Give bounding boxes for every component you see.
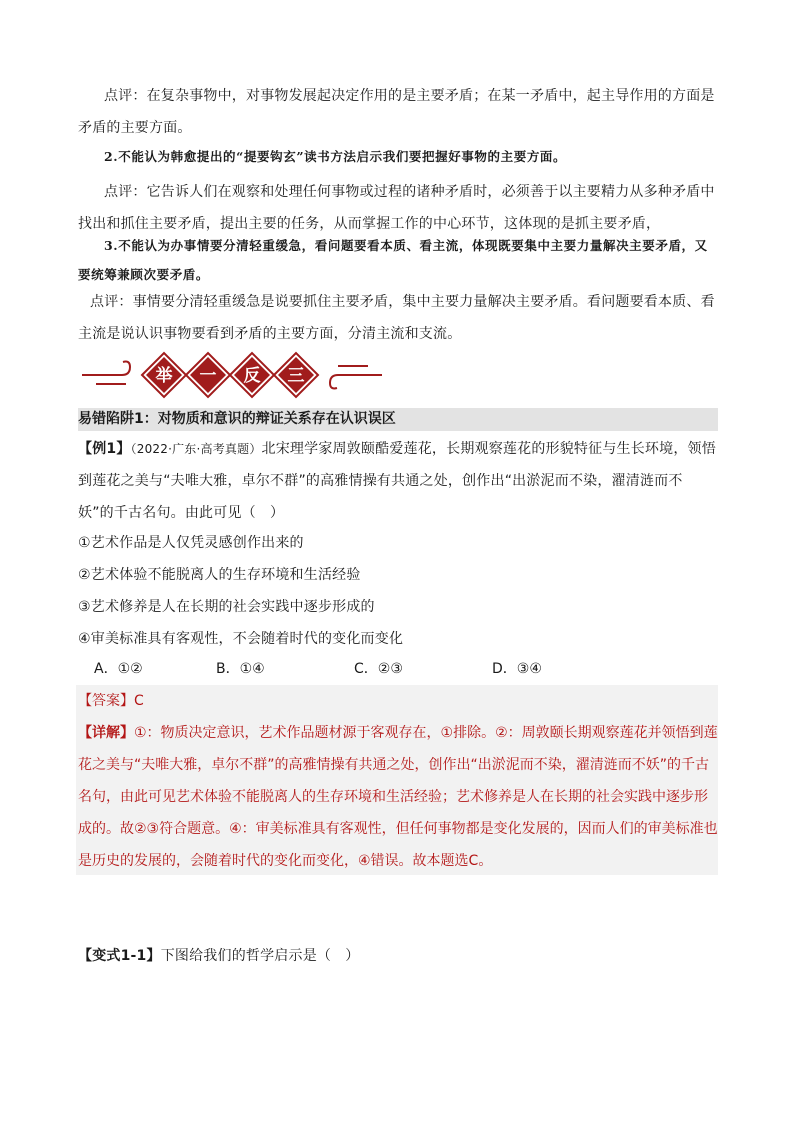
option-b: B．①④ (216, 661, 265, 677)
banner-char-2: 一 (199, 366, 217, 386)
statement-1: ①艺术作品是人仅凭灵感创作出来的 (78, 535, 304, 551)
option-d: D．③④ (492, 661, 542, 677)
banner-char-4: 三 (287, 366, 305, 386)
statement-3: ③艺术修养是人在长期的社会实践中逐步形成的 (78, 599, 375, 615)
banner-decoration (82, 350, 382, 400)
trap-heading: 易错陷阱1：对物质和意识的辩证关系存在认识误区 (78, 408, 718, 431)
example-source: （2022·广东·高考真题） (130, 442, 262, 456)
detail-label: 【详解】 (78, 725, 134, 741)
comment-1: 点评：在复杂事物中，对事物发展起决定作用的是主要矛盾；在某一矛盾中，起主导作用的方面是矛盾的主要方面。 (78, 88, 715, 136)
variant-tag: 【变式1-1】 (78, 948, 161, 964)
option-c: C．②③ (354, 661, 403, 677)
question-3: 3.不能认为办事情要分清轻重缓急，看问题要看本质、看主流，体现既要集中主要力量解决主要矛盾，又要统筹兼顾次要矛盾。 (78, 238, 708, 282)
example-tag: 【例1】 (78, 441, 131, 457)
example-stem (78, 433, 718, 529)
question-2: 2.不能认为韩愈提出的“提要钩玄”读书方法启示我们要把握好事物的主要方面。 (104, 149, 567, 164)
statement-4: ④审美标准具有客观性，不会随着时代的变化而变化 (78, 631, 404, 647)
section-banner (82, 350, 382, 400)
banner-char-1: 举 (155, 366, 173, 386)
variant-question (78, 940, 718, 972)
comment-2: 点评：它告诉人们在观察和处理任何事物或过程的诸种矛盾时，必须善于以主要精力从多种矛盾中找出和抓住主要矛盾，提出主要的任务，从而掌握工作的中心环节，这体现的是抓主要矛盾， (78, 184, 715, 232)
answer-label: 【答案】C (78, 693, 144, 709)
statement-2: ②艺术体验不能脱离人的生存环境和生活经验 (78, 567, 361, 583)
example-text: 北宋理学家周敦颐酷爱莲花，长期观察莲花的形貌特征与生长环境，领悟到莲花之美与“夫唯大雅，卓尔不群”的高雅情操有共通之处，创作出“出淤泥而不染，濯清涟而不妖”的千古名句。由此可见（ ） (78, 441, 716, 521)
answer-detail (78, 717, 718, 877)
detail-text: ①：物质决定意识，艺术作品题材源于客观存在，①排除。②：周敦颐长期观察莲花并领悟到莲花之美与“夫唯大雅，卓尔不群”的高雅情操有共通之处，创作出“出淤泥而不染，濯清涟而不妖”的千古名句，由此可见艺术体验不能脱离人的生存环境和生活经验；艺术修养是人在长期的社会实践中逐步形成的。故②③符合题意。④：审美标准具有客观性，但任何事物都是变化发展的，因而人们的审美标准也是历史的发展的，会随着时代的变化而变化，④错误。故本题选C。 (78, 725, 718, 869)
option-a: A．①② (94, 661, 143, 677)
comment-3: 点评：事情要分清轻重缓急是说要抓住主要矛盾，集中主要力量解决主要矛盾。看问题要看本质、看主流是说认识事物要看到矛盾的主要方面，分清主流和支流。 (78, 294, 715, 342)
variant-stem: 下图给我们的哲学启示是（ ） (160, 948, 360, 964)
banner-char-3: 反 (243, 366, 261, 386)
